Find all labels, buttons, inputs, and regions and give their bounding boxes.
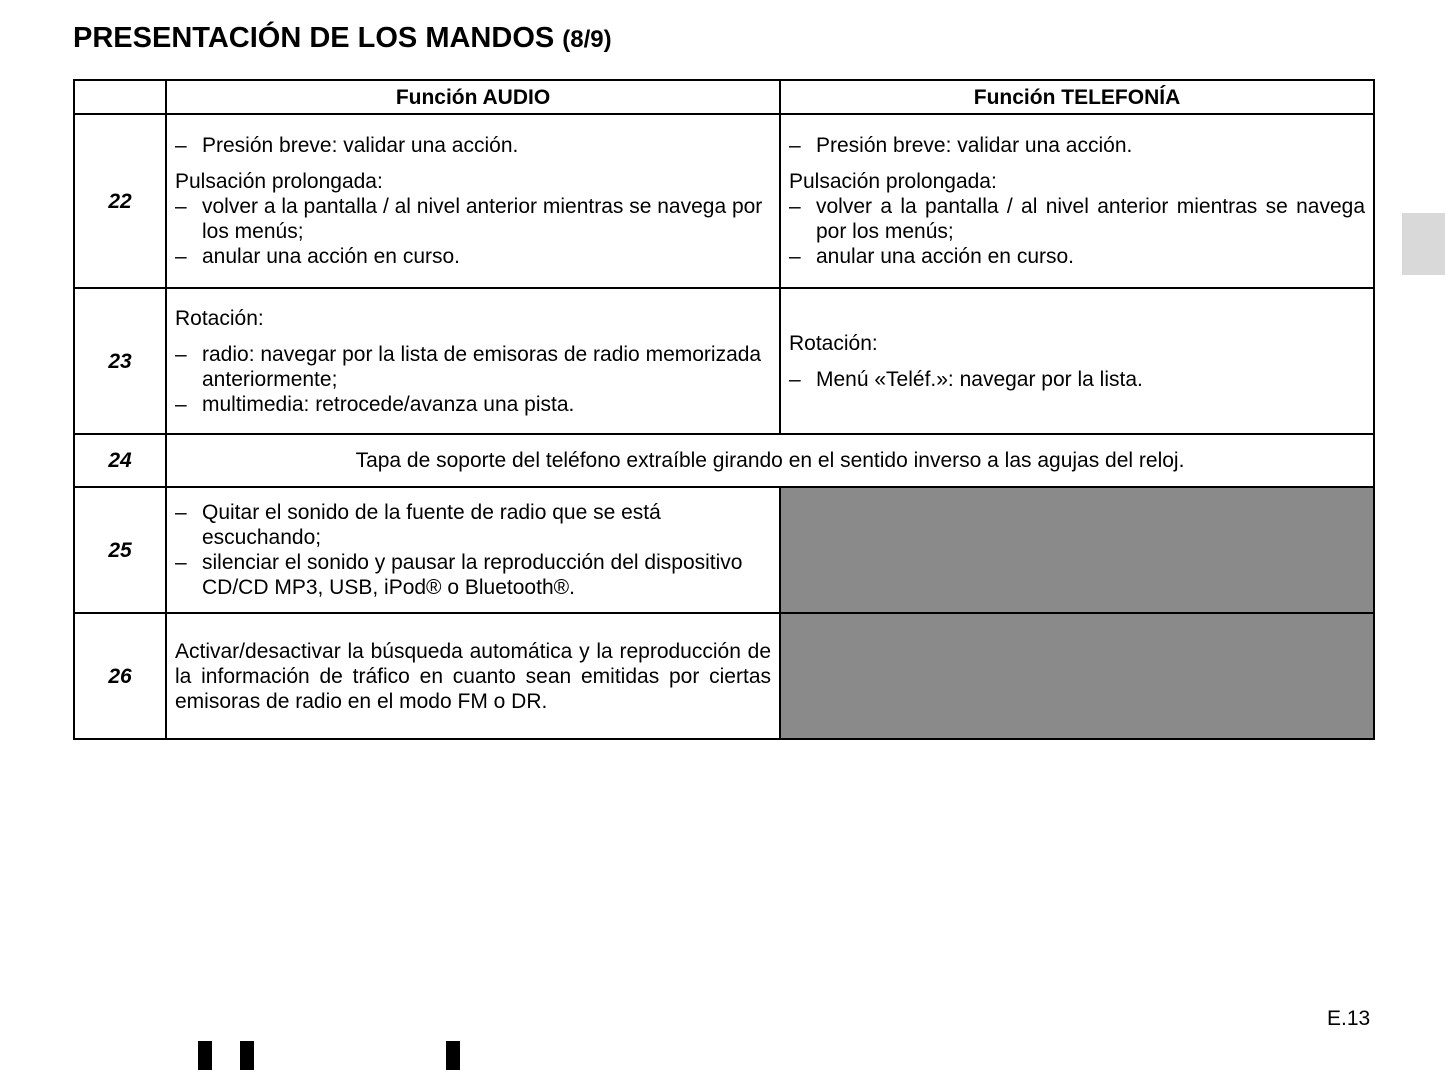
list-item: – Presión breve: validar una acción. [175,134,519,157]
section-tab-marker [1402,213,1445,275]
title-text: PRESENTACIÓN DE LOS MANDOS [73,22,555,54]
list-item: – Menú «Teléf.»: navegar por la lista. [789,367,1143,391]
phone-cell [780,114,1374,288]
table-row [74,613,1374,739]
phone-cell-empty [780,487,1374,613]
cell-label: Rotación: [789,331,878,355]
header-audio: Función AUDIO [166,80,780,114]
list-item: – anular una acción en curso. [175,245,460,268]
list-item: – Presión breve: validar una acción. [789,134,1133,157]
list-item: – silenciar el sonido y pausar la reproducción del dispositivo CD/CD MP3, USB, iPod® o Bluetooth®. [175,551,743,599]
table-row [74,114,1374,288]
crop-mark [198,1041,212,1070]
table-row [74,288,1374,434]
page-number: E.13 [1327,1007,1371,1030]
header-number [74,80,166,114]
row-number: 25 [74,487,166,613]
list-item: – volver a la pantalla / al nivel anterior mientras se navega por los menús; [789,195,1365,243]
crop-mark [446,1041,460,1070]
cell-label: Rotación: [175,306,264,330]
cell-label: Pulsación prolongada: [789,170,997,193]
list-item: – multimedia: retrocede/avanza una pista. [175,392,575,416]
audio-cell: Activar/desactivar la búsqueda automática y la reproducción de la información de tráfico en cuanto sean emitidas por ciertas emisoras de radio en el modo FM o DR. [166,613,780,739]
cell-label: Pulsación prolongada: [175,170,383,193]
list-item: – radio: navegar por la lista de emisoras de radio memorizada anteriormente; [175,342,762,391]
full-width-cell: Tapa de soporte del teléfono extraíble girando en el sentido inverso a las agujas del reloj. [166,434,1374,487]
row-number: 24 [74,434,166,487]
phone-cell-empty [780,613,1374,739]
row-number: 26 [74,613,166,739]
controls-table [73,79,1375,740]
table-row [74,487,1374,613]
audio-cell [166,114,780,288]
page-title [73,22,612,55]
list-item: – volver a la pantalla / al nivel anterior mientras se navega por los menús; [175,195,763,243]
table-row [74,434,1374,487]
row-number: 22 [74,114,166,288]
header-row [74,80,1374,114]
crop-mark [240,1041,254,1070]
audio-cell [166,487,780,613]
header-phone: Función TELEFONÍA [780,80,1374,114]
audio-cell [166,288,780,434]
list-item: – Quitar el sonido de la fuente de radio que se está escuchando; [175,501,661,549]
title-page-indicator: (8/9) [562,26,612,53]
row-number: 23 [74,288,166,434]
phone-cell [780,288,1374,434]
list-item: – anular una acción en curso. [789,245,1074,268]
